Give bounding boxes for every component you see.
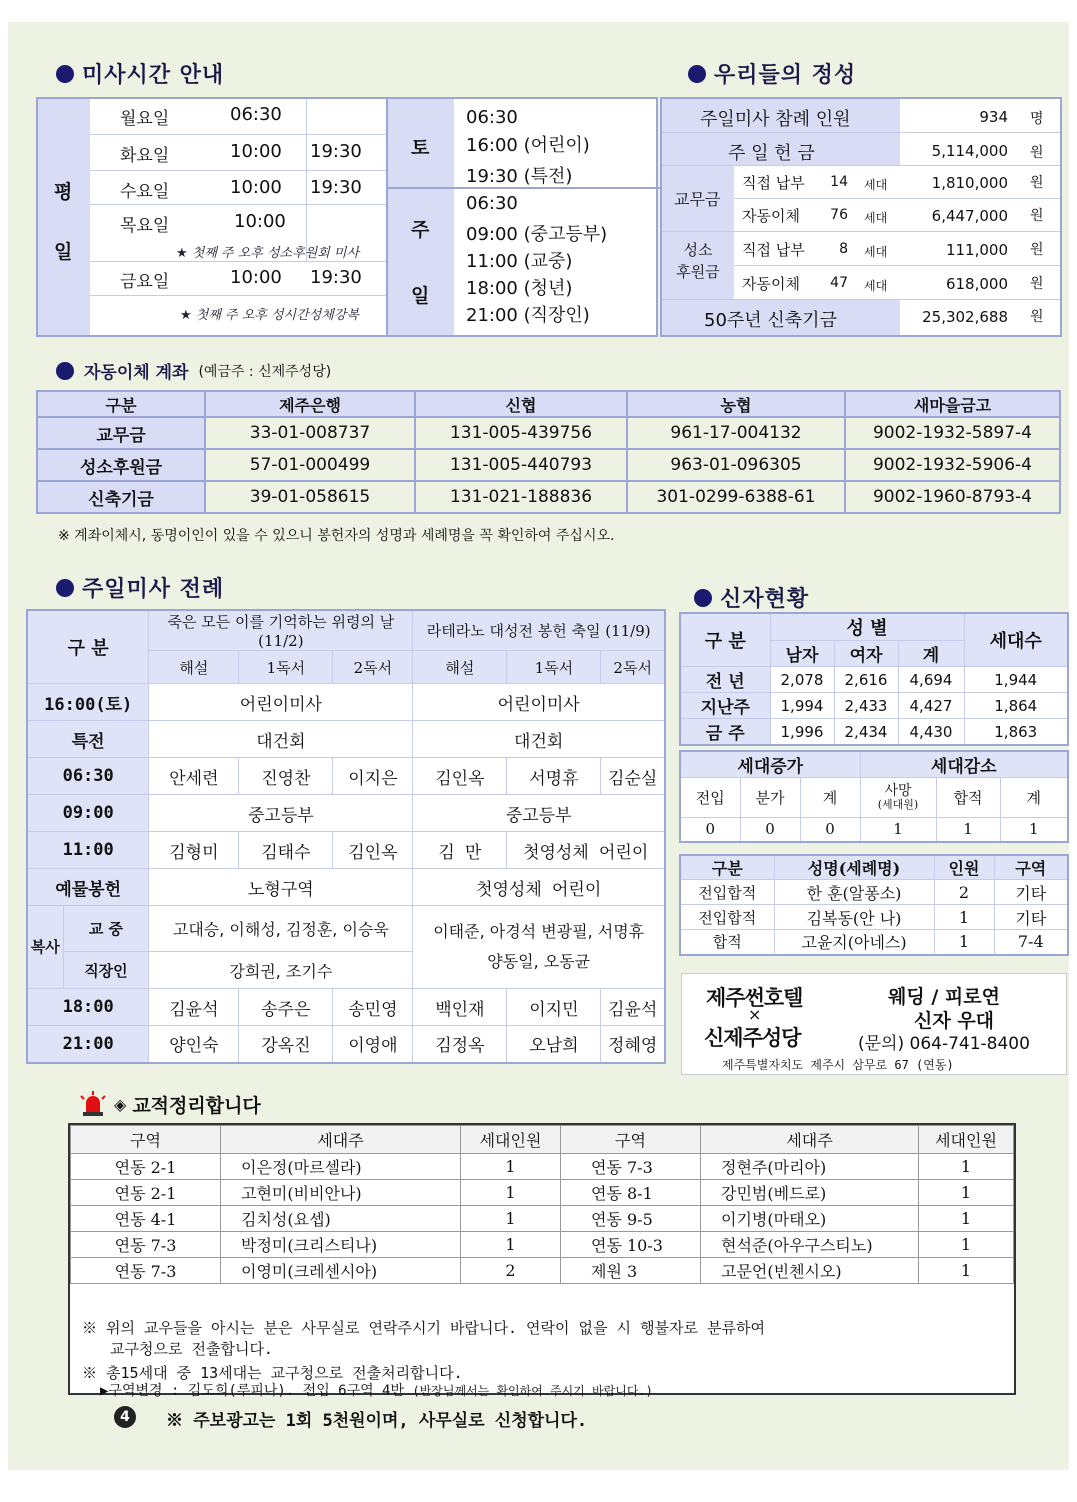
- member-count: 1: [461, 1206, 561, 1232]
- table-row: [37, 481, 1060, 513]
- vocation-label: 성소: [683, 241, 713, 259]
- row-label: 신축기금: [37, 481, 205, 513]
- mass-time: 10:00: [230, 177, 282, 198]
- unit: 세대: [864, 211, 888, 225]
- column-header: 여자: [834, 641, 898, 667]
- weekday-day: 화요일: [120, 146, 170, 166]
- row-label: 06:30: [27, 758, 149, 795]
- district: 연동 2-1: [71, 1180, 221, 1206]
- account-number: 301-0299-6388-61: [627, 481, 845, 513]
- offering-title: 우리들의 정성: [714, 63, 857, 88]
- altar-server-label: 복사: [27, 906, 63, 989]
- cleanup-note: ※ 위의 교우들을 아시는 분은 사무실로 연락주시기 바랍니다. 연락이 없을 시 행불자로 분류하여: [82, 1319, 766, 1337]
- row-label: 09:00: [27, 795, 149, 832]
- unit: 원: [1030, 276, 1044, 292]
- member-count: 1: [461, 1232, 561, 1258]
- saturday-mass: 19:30 (특전): [466, 166, 573, 187]
- column-header: 인원: [934, 855, 994, 880]
- ad-line: 신자 우대: [914, 1010, 995, 1032]
- ad-address: 제주특별자치도 제주시 삼무로 67 (연동): [722, 1058, 954, 1072]
- weekday-label: 평: [54, 181, 73, 203]
- householder: 박정미(크리스티나): [221, 1232, 461, 1258]
- sunday-label: 일: [411, 285, 430, 307]
- hotel-name: 제주썬호텔: [706, 986, 803, 1010]
- weekday-day: 금요일: [120, 272, 170, 292]
- householder: 고문언(빈첸시오): [701, 1258, 919, 1284]
- members-title: 신자현황: [720, 587, 810, 612]
- householder: 강민범(베드로): [701, 1180, 919, 1206]
- column-header: 계: [800, 778, 860, 818]
- row-label: 교무금: [37, 417, 205, 449]
- table-row: [37, 449, 1060, 481]
- payment-type: 자동이체: [742, 275, 800, 293]
- change-value: 1: [1000, 818, 1068, 842]
- table-row: [27, 869, 665, 906]
- liturgy-cell: 중고등부: [413, 795, 665, 832]
- bulletin-page: [8, 22, 1069, 1470]
- district: 연동 7-3: [71, 1258, 221, 1284]
- column-header: 세대인원: [919, 1126, 1014, 1154]
- households-header: 세대수: [964, 613, 1068, 667]
- district: 제원 3: [561, 1258, 701, 1284]
- account-number: 39-01-058615: [205, 481, 415, 513]
- district: 연동 7-3: [71, 1232, 221, 1258]
- gyomu-label: 교무금: [674, 190, 721, 209]
- weekday-day: 수요일: [120, 182, 170, 202]
- liturgy-table: [26, 609, 666, 1064]
- gender-header: 성 별: [770, 613, 964, 641]
- male-count: 1,994: [770, 693, 834, 719]
- liturgy-cell: 대건회: [413, 721, 665, 758]
- transfer-table: [679, 854, 1069, 956]
- liturgy-cell: 정혜영: [601, 1026, 665, 1063]
- member-count: 1: [934, 930, 994, 955]
- weekday-label-cell: [38, 99, 90, 335]
- attendance-value: 934: [979, 108, 1008, 126]
- unit: 원: [1030, 175, 1044, 191]
- unit: 세대: [864, 245, 888, 259]
- column-header: 합적: [936, 778, 1000, 818]
- siren-icon: [78, 1090, 108, 1118]
- member-count: 1: [934, 905, 994, 930]
- table-row: [37, 417, 1060, 449]
- row-label: 지난주: [680, 693, 770, 719]
- member-count: 1: [919, 1206, 1014, 1232]
- liturgy-cell: 김 만: [413, 832, 507, 869]
- column-header: 전입: [680, 778, 740, 818]
- liturgy-cell: 첫영성체 어린이: [413, 869, 665, 906]
- column-header: 사망: [884, 783, 912, 800]
- male-count: 1,996: [770, 719, 834, 746]
- gubun-header: 구 분: [27, 610, 149, 684]
- unit: 원: [1030, 208, 1044, 224]
- column-header: 2독서: [601, 651, 665, 684]
- members-table: [679, 612, 1069, 746]
- diamond-icon: ◈: [114, 1094, 127, 1114]
- column-header: 구분: [37, 391, 205, 417]
- change-value: 0: [800, 818, 860, 842]
- change-value: 0: [740, 818, 800, 842]
- district: 연동 9-5: [561, 1206, 701, 1232]
- liturgy-cell: 김형미: [149, 832, 239, 869]
- row-label: 예물봉헌: [27, 869, 149, 906]
- bullet-icon: [688, 65, 706, 83]
- liturgy-cell: 어린이미사: [413, 684, 665, 721]
- household-count: 1,863: [964, 719, 1068, 746]
- cross-icon: ×: [748, 1005, 762, 1024]
- table-row: [680, 693, 1068, 719]
- saturday-label: 토: [411, 137, 430, 159]
- account-number: 131-021-188836: [415, 481, 627, 513]
- table-row: [680, 719, 1068, 746]
- column-header: 농협: [627, 391, 845, 417]
- table-row: [27, 758, 665, 795]
- table-row: [71, 1180, 1014, 1206]
- transfer-type: 합적: [680, 930, 774, 955]
- household-count: 1,864: [964, 693, 1068, 719]
- mass-time-heading: [56, 58, 224, 89]
- unit: 세대: [864, 178, 888, 192]
- saturday-mass: 16:00 (어린이): [466, 135, 590, 156]
- vocation-label: 후원금: [676, 263, 720, 281]
- weekday-note: ★ 첫째 주 오후 성소후원회 미사: [176, 246, 360, 261]
- column-header: 새마을금고: [845, 391, 1060, 417]
- account-title: 자동이체 계좌: [84, 363, 189, 383]
- increase-header: 세대증가: [680, 751, 860, 778]
- ad-phone: (문의) 064-741-8400: [858, 1034, 1030, 1054]
- column-header: 성명(세례명): [774, 855, 934, 880]
- bullet-icon: [56, 362, 74, 380]
- district: 7-4: [994, 930, 1068, 955]
- table-row: [71, 1154, 1014, 1180]
- bullet-icon: [56, 579, 74, 597]
- bullet-icon: [694, 589, 712, 607]
- household-change-table: [679, 750, 1069, 843]
- unit: 원: [1030, 242, 1044, 258]
- householder: 이기병(마태오): [701, 1206, 919, 1232]
- column-header: 제주은행: [205, 391, 415, 417]
- transfer-type: 전입합적: [680, 880, 774, 905]
- district: 기타: [994, 905, 1068, 930]
- liturgy-cell: 안세련: [149, 758, 239, 795]
- unit: 원: [1030, 309, 1044, 325]
- bullet-icon: [56, 65, 74, 83]
- liturgy-cell: 진영찬: [239, 758, 333, 795]
- column-header: (세대원): [877, 798, 919, 812]
- liturgy-cell: 강옥진: [239, 1026, 333, 1063]
- members-heading: [694, 582, 809, 613]
- mass-time: 19:30: [310, 267, 362, 288]
- row-label: 금 주: [680, 719, 770, 746]
- change-value: 1: [860, 818, 936, 842]
- district: 연동 7-3: [561, 1154, 701, 1180]
- sunday-mass: 11:00 (교중): [466, 251, 573, 272]
- row-label: 11:00: [27, 832, 149, 869]
- liturgy-cell: 송민영: [333, 989, 413, 1026]
- mass-time: 19:30: [310, 177, 362, 198]
- anniversary-fund-value: 25,302,688: [922, 308, 1008, 326]
- household-count: 47: [830, 275, 848, 291]
- mass-time: 10:00: [234, 211, 286, 232]
- change-value: 1: [936, 818, 1000, 842]
- column-header: 계: [1000, 778, 1068, 818]
- male-count: 2,078: [770, 667, 834, 693]
- mass-time: 10:00: [230, 141, 282, 162]
- footer-notice: ※ 주보광고는 1회 5천원이며, 사무실로 신청합니다.: [166, 1411, 588, 1431]
- ad-line: 웨딩 / 피로연: [888, 986, 1000, 1008]
- date-header: 라테라노 대성전 봉헌 축일 (11/9): [413, 610, 665, 651]
- account-number: 131-005-440793: [415, 449, 627, 481]
- member-count: 1: [461, 1180, 561, 1206]
- liturgy-cell: 중고등부: [149, 795, 413, 832]
- account-heading: [56, 358, 331, 383]
- liturgy-cell: 서명휴: [507, 758, 601, 795]
- member-name: 김복동(안 나): [774, 905, 934, 930]
- column-header: 남자: [770, 641, 834, 667]
- total-count: 4,430: [898, 719, 964, 746]
- table-row: [71, 1206, 1014, 1232]
- column-header: 1독서: [507, 651, 601, 684]
- weekday-day: 월요일: [120, 109, 170, 129]
- cleanup-note: ▶구역변경 : 김도희(루피나). 전입 6구역 4반: [100, 1383, 405, 1399]
- liturgy-cell: 김태수: [239, 832, 333, 869]
- liturgy-title: 주일미사 전례: [82, 577, 225, 602]
- table-row: [680, 880, 1068, 905]
- cleanup-note: 교구청으로 전출합니다.: [110, 1340, 273, 1358]
- column-header: 계: [898, 641, 964, 667]
- column-header: 해설: [149, 651, 239, 684]
- householder: 정현주(마리아): [701, 1154, 919, 1180]
- female-count: 2,616: [834, 667, 898, 693]
- liturgy-cell: 대건회: [149, 721, 413, 758]
- row-label: 16:00(토): [27, 684, 149, 721]
- liturgy-cell: 김윤석: [149, 989, 239, 1026]
- sunday-mass: 06:30: [466, 193, 518, 214]
- liturgy-cell: 노형구역: [149, 869, 413, 906]
- weekday-note: ★ 첫째 주 오후 성시간성체강복: [180, 308, 359, 323]
- district: 연동 4-1: [71, 1206, 221, 1232]
- liturgy-cell: 이지민: [507, 989, 601, 1026]
- mass-time-title: 미사시간 안내: [82, 63, 225, 88]
- account-number: 961-17-004132: [627, 417, 845, 449]
- liturgy-heading: [56, 572, 224, 603]
- sunday-mass: 09:00 (중고등부): [466, 224, 608, 245]
- parish-name: 신제주성당: [704, 1026, 801, 1050]
- amount: 1,810,000: [931, 174, 1008, 192]
- table-row: [680, 818, 1068, 842]
- column-header: 세대인원: [461, 1126, 561, 1154]
- liturgy-cell: 강희권, 조기수: [149, 952, 413, 989]
- amount: 6,447,000: [931, 207, 1008, 225]
- row-label: 18:00: [27, 989, 149, 1026]
- column-header: 세대주: [701, 1126, 919, 1154]
- householder: 김치성(요셉): [221, 1206, 461, 1232]
- account-number: 131-005-439756: [415, 417, 627, 449]
- mass-time: 10:00: [230, 267, 282, 288]
- row-label: 21:00: [27, 1026, 149, 1063]
- liturgy-cell: 어린이미사: [149, 684, 413, 721]
- householder: 이은정(마르셀라): [221, 1154, 461, 1180]
- table-row: [680, 667, 1068, 693]
- column-header: 1독서: [239, 651, 333, 684]
- household-count: 76: [830, 207, 848, 223]
- sunday-label: 주: [411, 219, 430, 241]
- liturgy-cell: 양인숙: [149, 1026, 239, 1063]
- row-label: 특전: [27, 721, 149, 758]
- table-row: [27, 721, 665, 758]
- district: 연동 8-1: [561, 1180, 701, 1206]
- liturgy-cell: 김윤석: [601, 989, 665, 1026]
- unit: 세대: [864, 279, 888, 293]
- column-header: 구분: [680, 855, 774, 880]
- member-name: 고윤지(아네스): [774, 930, 934, 955]
- row-label: 교 중: [63, 906, 149, 952]
- row-label: 성소후원금: [37, 449, 205, 481]
- column-header: 분가: [740, 778, 800, 818]
- mass-schedule: [36, 97, 658, 337]
- row-label: 전 년: [680, 667, 770, 693]
- column-header: 2독서: [333, 651, 413, 684]
- female-count: 2,433: [834, 693, 898, 719]
- liturgy-cell: 김인옥: [333, 832, 413, 869]
- account-number: 57-01-000499: [205, 449, 415, 481]
- liturgy-cell: 김인옥: [413, 758, 507, 795]
- weekday-day: 목요일: [120, 216, 170, 236]
- page-number-text: 4: [120, 1409, 130, 1425]
- table-row: [71, 1258, 1014, 1284]
- hotel-ad: [681, 973, 1067, 1075]
- householder: 현석준(아우구스티노): [701, 1232, 919, 1258]
- table-row: [27, 906, 665, 952]
- liturgy-cell: 첫영성체 어린이: [507, 832, 665, 869]
- member-count: 1: [461, 1154, 561, 1180]
- liturgy-cell: 김순실: [601, 758, 665, 795]
- total-count: 4,694: [898, 667, 964, 693]
- district: 연동 2-1: [71, 1154, 221, 1180]
- total-count: 4,427: [898, 693, 964, 719]
- liturgy-cell: 고대승, 이해성, 김정훈, 이승욱: [149, 906, 413, 952]
- unit: 명: [1030, 111, 1044, 127]
- cleanup-table: [70, 1125, 1014, 1284]
- household-count: 1,944: [964, 667, 1068, 693]
- householder: 고현미(비비안나): [221, 1180, 461, 1206]
- account-table: [36, 390, 1061, 514]
- saturday-mass: 06:30: [466, 107, 518, 128]
- cleanup-box: [68, 1123, 1016, 1399]
- district: 연동 10-3: [561, 1232, 701, 1258]
- household-count: 14: [830, 174, 848, 190]
- unit: 원: [1030, 145, 1044, 161]
- column-header: 구역: [561, 1126, 701, 1154]
- cleanup-note: ※ 총15세대 중 13세대는 교구청으로 전출처리합니다.: [82, 1364, 463, 1382]
- cleanup-note: (반장님께서는 확인하여 주시기 바랍니다.): [412, 1384, 653, 1398]
- sunday-collection-label: 주 일 헌 금: [728, 143, 815, 164]
- sunday-mass: 21:00 (직장인): [466, 305, 590, 326]
- table-row: [27, 832, 665, 869]
- offering-heading: [688, 58, 856, 89]
- liturgy-cell: 이태준, 아경석 변광필, 서명휴: [433, 921, 645, 941]
- member-count: 2: [934, 880, 994, 905]
- payment-type: 자동이체: [742, 207, 800, 225]
- decrease-header: 세대감소: [860, 751, 1068, 778]
- date-header: 죽은 모든 이를 기억하는 위령의 날 (11/2): [149, 610, 413, 651]
- cleanup-title: 교적정리합니다: [132, 1094, 261, 1117]
- member-count: 1: [919, 1154, 1014, 1180]
- account-number: 963-01-096305: [627, 449, 845, 481]
- weekday-label: 일: [54, 241, 73, 263]
- member-count: 2: [461, 1258, 561, 1284]
- liturgy-cell: 오남희: [507, 1026, 601, 1063]
- amount: 618,000: [945, 275, 1008, 293]
- liturgy-cell: 이영애: [333, 1026, 413, 1063]
- member-count: 1: [919, 1180, 1014, 1206]
- account-holder: (예금주 : 신제주성당): [198, 363, 332, 380]
- liturgy-cell: 김정옥: [413, 1026, 507, 1063]
- account-number: 9002-1932-5897-4: [845, 417, 1060, 449]
- mass-time: 06:30: [230, 104, 282, 125]
- column-header: 구역: [71, 1126, 221, 1154]
- householder: 이영미(크레센시아): [221, 1258, 461, 1284]
- liturgy-cell: 백인재: [413, 989, 507, 1026]
- household-count: 8: [839, 241, 848, 257]
- anniversary-fund-label: 50주년 신축기금: [704, 310, 837, 331]
- member-count: 1: [919, 1258, 1014, 1284]
- column-header: 세대주: [221, 1126, 461, 1154]
- payment-type: 직접 납부: [742, 174, 805, 192]
- female-count: 2,434: [834, 719, 898, 746]
- member-name: 한 훈(알퐁소): [774, 880, 934, 905]
- column-header: 해설: [413, 651, 507, 684]
- liturgy-cell: 양동일, 오동균: [487, 952, 591, 971]
- table-row: [27, 684, 665, 721]
- table-row: [27, 1026, 665, 1063]
- account-number: 9002-1932-5906-4: [845, 449, 1060, 481]
- sunday-mass: 18:00 (청년): [466, 278, 573, 299]
- cleanup-heading: [78, 1090, 261, 1118]
- payment-type: 직접 납부: [742, 241, 805, 259]
- offering-table: [660, 97, 1062, 337]
- district: 기타: [994, 880, 1068, 905]
- gubun-header: 구 분: [680, 613, 770, 667]
- page-number: [114, 1406, 136, 1428]
- transfer-type: 전입합적: [680, 905, 774, 930]
- sunday-collection-value: 5,114,000: [931, 142, 1008, 160]
- liturgy-cell: 이지은: [333, 758, 413, 795]
- table-row: [680, 930, 1068, 955]
- member-count: 1: [919, 1232, 1014, 1258]
- account-number: 9002-1960-8793-4: [845, 481, 1060, 513]
- table-row: [71, 1232, 1014, 1258]
- account-number: 33-01-008737: [205, 417, 415, 449]
- mass-time: 19:30: [310, 141, 362, 162]
- amount: 111,000: [945, 241, 1008, 259]
- attendance-label: 주일미사 참례 인원: [700, 109, 851, 130]
- table-row: [27, 795, 665, 832]
- table-row: [680, 905, 1068, 930]
- liturgy-cell: 송주은: [239, 989, 333, 1026]
- change-value: 0: [680, 818, 740, 842]
- column-header: 구역: [994, 855, 1068, 880]
- row-label: 직장인: [63, 952, 149, 989]
- table-row: [27, 989, 665, 1026]
- column-header: 신협: [415, 391, 627, 417]
- account-note: ※ 계좌이체시, 동명이인이 있을 수 있으니 봉헌자의 성명과 세례명을 꼭 확인하여 주십시오.: [58, 528, 615, 544]
